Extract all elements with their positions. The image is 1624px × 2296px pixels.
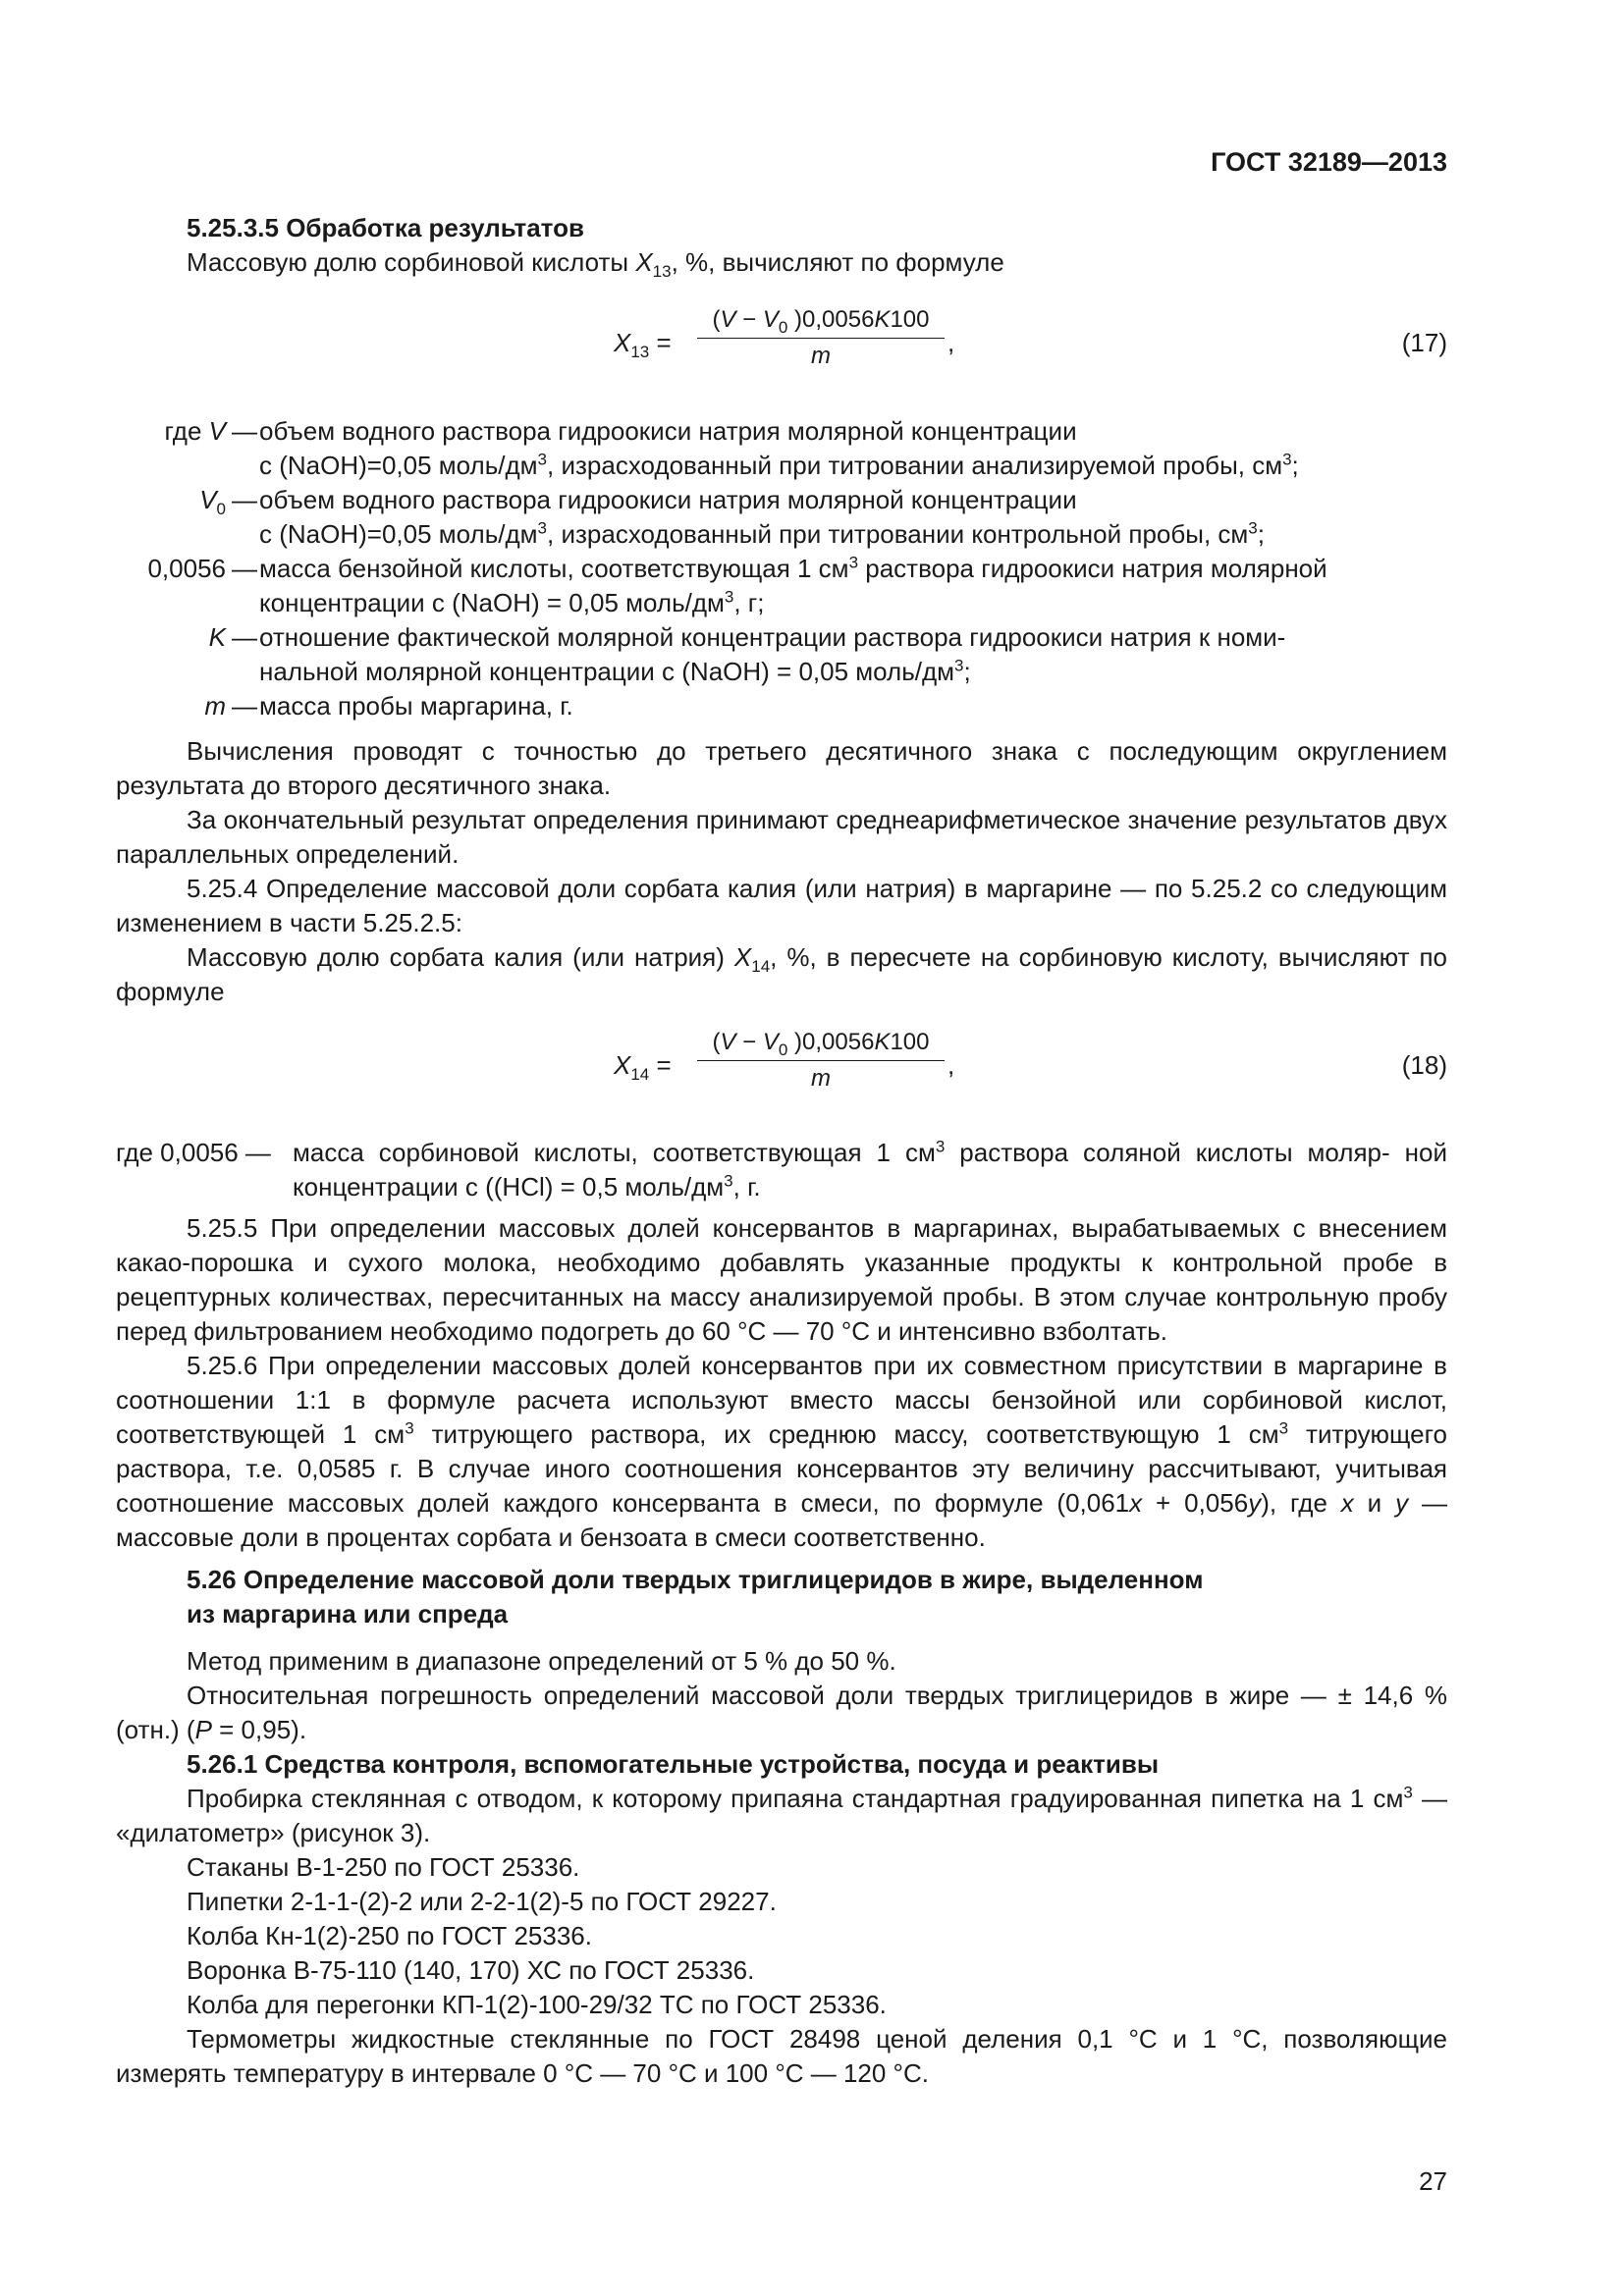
denominator: m (811, 343, 831, 369)
denominator: m (811, 1065, 831, 1092)
paragraph: 5.25.5 При определении массовых долей консервантов в маргаринах, вырабатываемых с внесением какао-порошка и сухого молока, необходимо добавлять указанные продукты к контрольной пробе в рецептурных количествах, пересчитанных на массу анализируемой пробы. В этом случае контрольную пробу перед фильтрованием необходимо подогреть до 60 °С — 70 °С и интенсивно взболтать. (116, 1213, 1447, 1346)
section-5-26-title: 5.26 Определение массовой доли твердых триглицеридов в жире, выделенном из маргарина или спреда (187, 1565, 1204, 1629)
paragraph: Метод применим в диапазоне определений от 5 % до 50 %. (187, 1646, 896, 1676)
numerator: ($V - V_0$ )0,0056K100 (697, 306, 945, 339)
fraction (697, 1029, 945, 1093)
list-item: Колба для перегонки КП-1(2)-100-29/32 ТС по ГОСТ 25336. (187, 1990, 887, 2019)
definition-row: m — масса пробы маргарина, г. (204, 691, 573, 721)
definition-row: где V — объем водного раствора гидроокиси натрия молярной концентрации с (NaOH)=0,05 моль/$дм^3$, израсходованный при титровании анализируемой пробы, $см^3$; (164, 416, 1299, 480)
formula-number-17: (17) (1401, 328, 1447, 357)
paragraph: 5.25.6 При определении массовых долей консервантов при их совместном присутствии в маргарине в соотношении 1:1 в формуле расчета используют вместо массы бензойной или сорбиновой кислот, соответствующей 1 $см^3$ титрующего раствора, их среднюю массу, соответствующую 1 $см^3$ титрующего раствора, т.е. 0,0585 г. В случае иного соотношения консервантов эту величину рассчитывают, учитывая соотношение массовых долей каждого консерванта в смеси, по формуле (0,061x + 0,056y), где x и y — массовые доли в процентах сорбата и бензоата в смеси соответственно. (116, 1351, 1447, 1552)
definition-row: $V_0$ — объем водного раствора гидроокиси натрия молярной концентрации с (NaOH)=0,05 моль/$дм^3$, израсходованный при титровании контрольной пробы, $см^3$; (199, 485, 1265, 549)
definition-row: где 0,0056 — масса сорбиновой кислоты, соответствующая 1 $см^3$ раствора соляной кислоты моляр- ной концентрации с ((HCl) = 0,5 моль/$дм^3$, г. (116, 1137, 1447, 1201)
paragraph: За окончательный результат определения принимают среднеарифметическое значение результатов двух параллельных определений. (116, 805, 1447, 869)
formula-17: $X_{13}$ = $\frac{(V - V_0 )0,0056K100}{m}$ , (614, 306, 955, 369)
paragraph: Пробирка стеклянная с отводом, к которому припаяна стандартная градуированная пипетка на 1 $см^3$ — «дилатометр» (рисунок 3). (116, 1783, 1447, 1847)
numerator: ($V - V_0$ )0,0056K100 (697, 1029, 945, 1061)
paragraph: Термометры жидкостные стеклянные по ГОСТ 28498 ценой деления 0,1 °С и 1 °С, позволяющие измерять температуру в интервале 0 °С — 70 °С и 100 °С — 120 °С. (116, 2024, 1447, 2088)
list-item: Стаканы В-1-250 по ГОСТ 25336. (187, 1852, 580, 1882)
formula-18: $X_{14}$ = $\frac{(V - V_0 )0,0056K100}{m}$ , (614, 1029, 955, 1092)
standard-header: ГОСТ 32189—2013 (1211, 147, 1447, 177)
fraction (697, 306, 945, 370)
variable-definitions (116, 1136, 1447, 1204)
paragraph: Относительная погрешность определений массовой доли твердых триглицеридов в жире — ± 14,6 % (отн.) (P = 0,95). (116, 1681, 1447, 1744)
paragraph: Вычисления проводят с точностью до третьего десятичного знака с последующим округлением результата до второго десятичного знака. (116, 736, 1447, 800)
list-item: Воронка В-75-110 (140, 170) ХС по ГОСТ 25336. (187, 1955, 755, 1985)
formula-intro: Массовую долю сорбиновой кислоты $X_{13}$, %, вычисляют по формуле (187, 247, 1004, 282)
section-title: 5.25.3.5 Обработка результатов (187, 213, 584, 242)
formula-number-18: (18) (1401, 1050, 1447, 1080)
paragraph: 5.25.4 Определение массовой доли сорбата калия (или натрия) в маргарине — по 5.25.2 со следующим изменением в части 5.25.2.5: (116, 874, 1447, 937)
paragraph: Массовую долю сорбата калия (или натрия) $X_{14}$, %, в пересчете на сорбиновую кислоту, вычисляют по формуле (116, 942, 1447, 1006)
equipment-list (116, 1850, 1447, 2022)
variable-definitions (116, 414, 1447, 723)
definition-row: K — отношение фактической молярной концентрации раствора гидроокиси натрия к номи- нальной молярной концентрации с (NaOH) = 0,05 моль/$дм^3$; (208, 622, 1286, 686)
page-number: 27 (1419, 2166, 1447, 2196)
section-5-26-1-title: 5.26.1 Средства контроля, вспомогательные устройства, посуда и реактивы (187, 1749, 1160, 1779)
section-5-25-3-5 (116, 211, 1447, 280)
definition-row: 0,0056 — масса бензойной кислоты, соответствующая 1 $см^3$ раствора гидроокиси натрия молярной концентрации с (NaOH) = 0,05 моль/$дм^3$, г; (147, 553, 1327, 617)
list-item: Пипетки 2-1-1-(2)-2 или 2-2-1(2)-5 по ГОСТ 29227. (187, 1887, 777, 1916)
list-item: Колба Кн-1(2)-250 по ГОСТ 25336. (187, 1921, 592, 1950)
